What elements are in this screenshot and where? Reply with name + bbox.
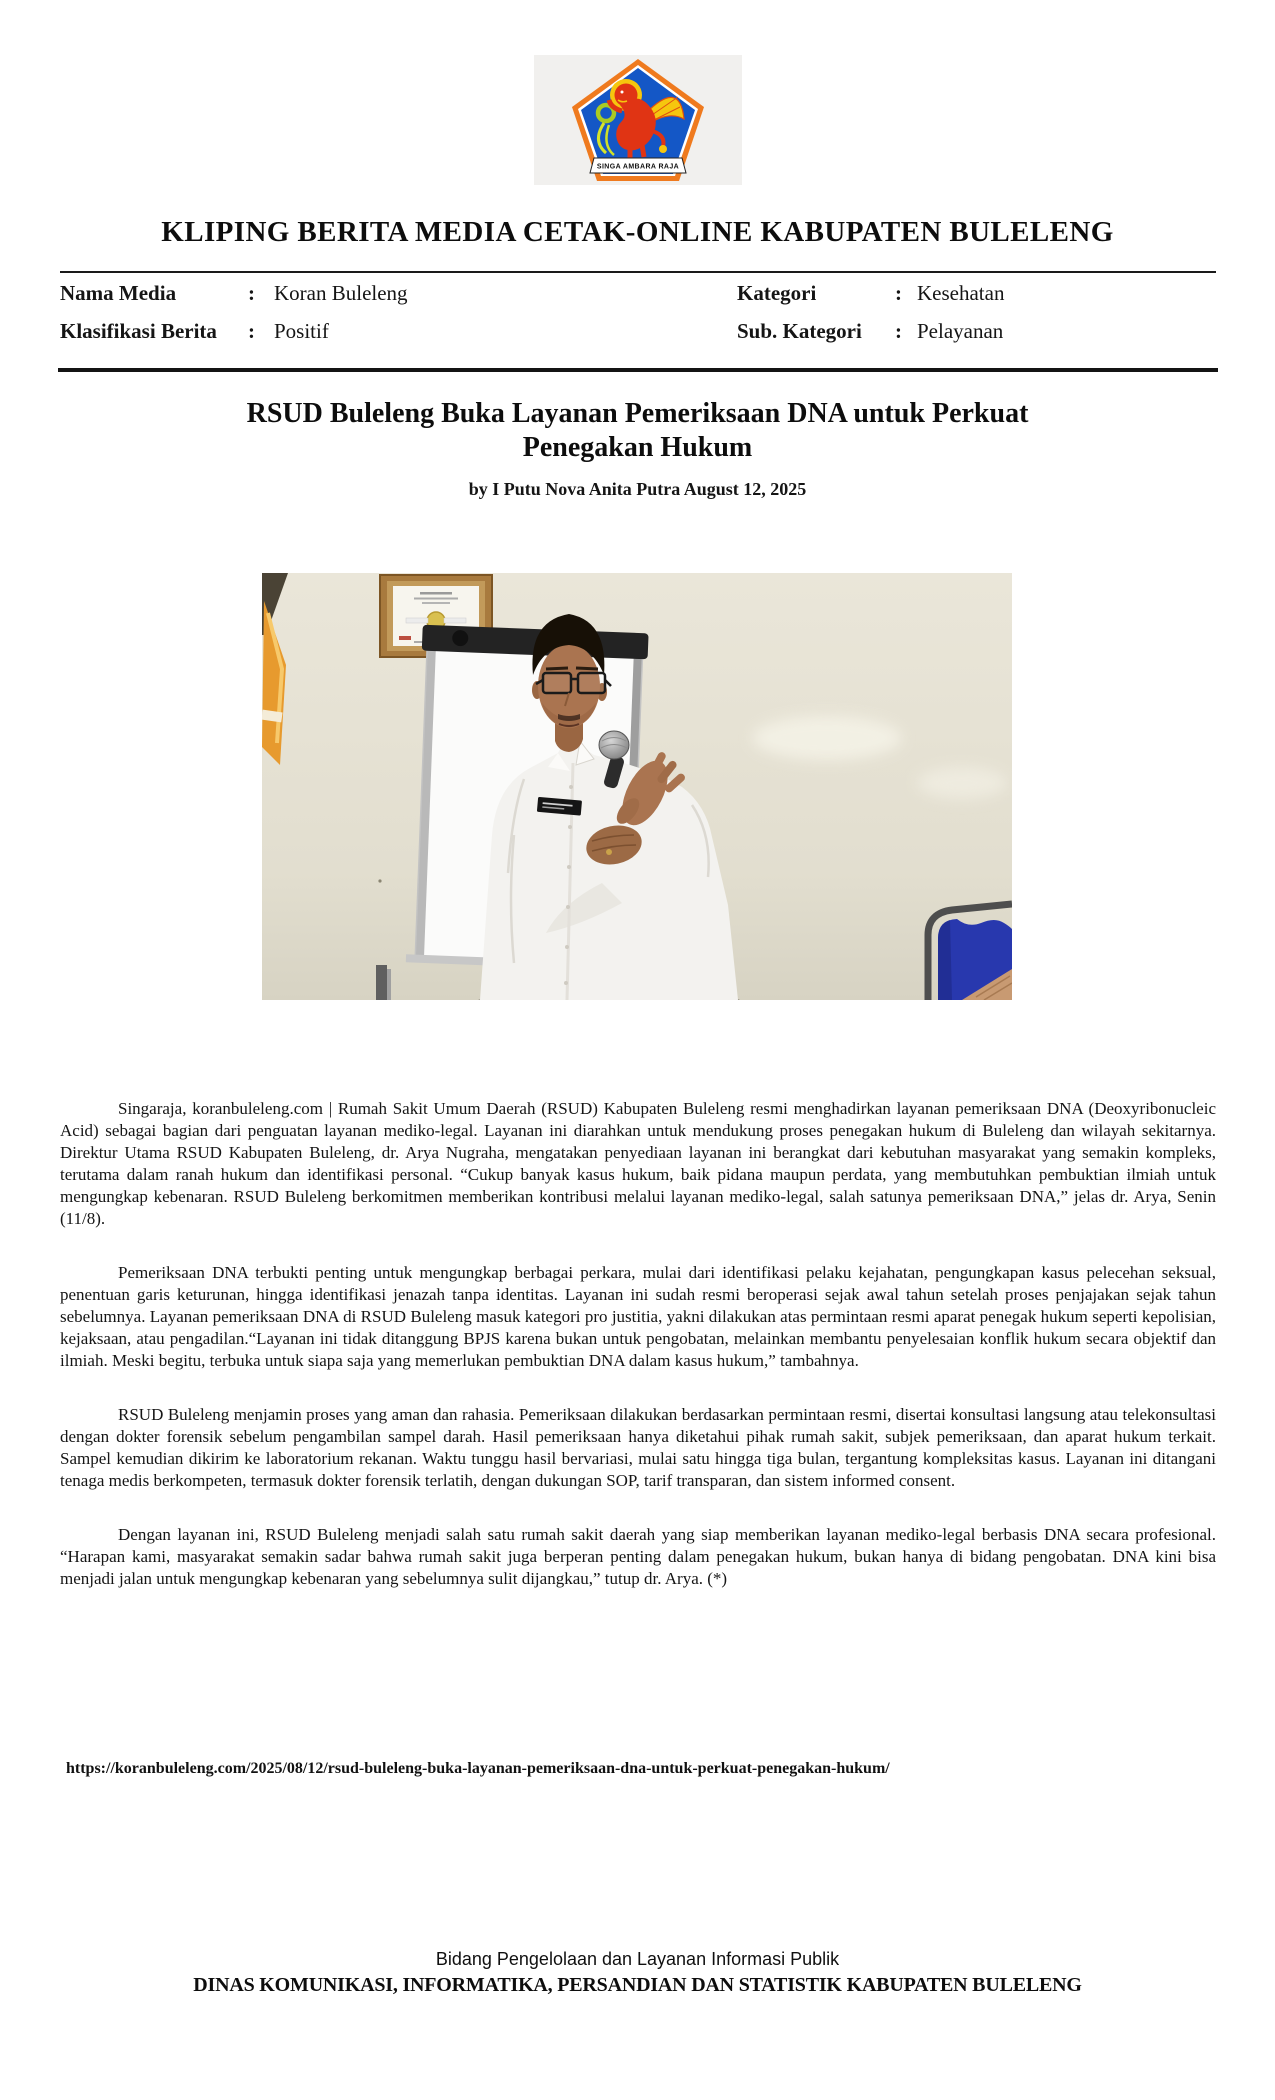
page-title: KLIPING BERITA MEDIA CETAK-ONLINE KABUPATEN BULELENG bbox=[161, 216, 1114, 248]
article-photo-illustration bbox=[262, 573, 1012, 1000]
logo-band bbox=[0, 55, 1275, 185]
buleleng-emblem-icon bbox=[534, 55, 742, 185]
article-byline: by I Putu Nova Anita Putra August 12, 2025 bbox=[468, 479, 807, 499]
meta-label: Sub. Kategori bbox=[737, 319, 862, 343]
meta-label: Kategori bbox=[737, 281, 817, 305]
article-title-line2: Penegakan Hukum bbox=[522, 432, 753, 463]
meta-nama-media bbox=[60, 281, 737, 306]
meta-value: Koran Buleleng bbox=[274, 281, 408, 305]
meta-colon: : bbox=[248, 281, 255, 305]
footer-bidang: Bidang Pengelolaan dan Layanan Informasi Publik bbox=[435, 1949, 840, 1969]
ring bbox=[606, 849, 612, 855]
meta-row-2 bbox=[60, 319, 1216, 357]
wall-mark bbox=[378, 879, 381, 882]
meta-label: Klasifikasi Berita bbox=[60, 319, 217, 343]
footer-dinas: DINAS KOMUNIKASI, INFORMATIKA, PERSANDIAN DAN STATISTIK KABUPATEN BULELENG bbox=[193, 1974, 1082, 1996]
whiteboard-stand-leg bbox=[376, 965, 387, 1000]
emblem-banner-text: SINGA AMBARA RAJA bbox=[596, 163, 679, 171]
clipping-meta bbox=[60, 281, 1216, 357]
emblem-banner bbox=[590, 158, 686, 173]
divider-thick bbox=[58, 368, 1218, 372]
article-body bbox=[60, 1098, 1216, 1622]
meta-klasifikasi bbox=[60, 319, 737, 344]
article-paragraph: Dengan layanan ini, RSUD Buleleng menjadi salah satu rumah sakit daerah yang siap memberikan layanan mediko-legal berbasis DNA secara profesional. “Harapan kami, masyarakat semakin sadar bahwa rumah sakit juga berperan penting dalam penegakan hukum, bukan hanya di bidang pengobatan. DNA kini bisa menjadi jalan untuk mengungkap kebenaran yang sebelumnya sulit dijangkau,” tutup dr. Arya. (*) bbox=[60, 1525, 1216, 1588]
meta-kategori bbox=[737, 281, 1216, 306]
source-url-link[interactable]: https://koranbuleleng.com/2025/08/12/rsud-buleleng-buka-layanan-pemeriksaan-dna-untuk-perkuat-penegakan-hukum/ bbox=[66, 1760, 890, 1777]
meta-sub-kategori bbox=[737, 319, 1216, 344]
wall-light-reflection bbox=[917, 767, 1007, 799]
meta-colon: : bbox=[895, 319, 902, 343]
meta-value: Positif bbox=[274, 319, 329, 343]
article-photo bbox=[262, 573, 1012, 1000]
meta-value: Kesehatan bbox=[917, 281, 1005, 305]
meta-colon: : bbox=[248, 319, 255, 343]
article-title bbox=[70, 397, 1205, 465]
meta-colon: : bbox=[895, 281, 902, 305]
article-paragraph: Singaraja, koranbuleleng.com | Rumah Sakit Umum Daerah (RSUD) Kabupaten Buleleng resmi menghadirkan layanan pemeriksaan DNA (Deoxyribonucleic Acid) sebagai bagian dari penguatan layanan mediko-legal. Layanan ini diarahkan untuk mendukung proses penegakan hukum di Buleleng dan wilayah sekitarnya. Direktur Utama RSUD Kabupaten Buleleng, dr. Arya Nugraha, mengatakan penyediaan layanan ini berangkat dari kebutuhan masyarakat yang semakin kompleks, terutama dalam ranah hukum dan identifikasi personal. “Cukup banyak kasus hukum, baik pidana maupun perdata, yang membutuhkan pembuktian ilmiah untuk mengungkap kebenaran. RSUD Buleleng berkomitmen memberikan kontribusi melalui layanan mediko-legal, salah satunya pemeriksaan DNA,” jelas dr. Arya, Senin (11/8). bbox=[60, 1099, 1216, 1228]
article-paragraph: RSUD Buleleng menjamin proses yang aman dan rahasia. Pemeriksaan dilakukan berdasarkan permintaan resmi, disertai konsultasi langsung atau telekonsultasi dengan dokter forensik sebelum pengambilan sampel darah. Hasil pemeriksaan hanya diketahui pihak rumah sakit, subjek pemeriksaan, dan aparat hukum terkait. Sampel kemudian dikirim ke laboratorium rekanan. Waktu tunggu hasil bervariasi, mulai satu hingga tiga bulan, tergantung kompleksitas kasus. Layanan ini ditangani tenaga medis berkompeten, termasuk dokter forensik terlatih, dengan dukungan SOP, tarif transparan, dan sistem informed consent. bbox=[60, 1405, 1216, 1490]
whiteboard-stand-leg bbox=[387, 969, 391, 1000]
meta-value: Pelayanan bbox=[917, 319, 1004, 343]
divider-thin bbox=[60, 271, 1216, 273]
page-footer bbox=[0, 1949, 1275, 1997]
meta-label: Nama Media bbox=[60, 281, 177, 305]
article-title-line1: RSUD Buleleng Buka Layanan Pemeriksaan DNA untuk Perkuat bbox=[246, 398, 1029, 429]
article-paragraph: Pemeriksaan DNA terbukti penting untuk mengungkap berbagai perkara, mulai dari identifikasi pelaku kejahatan, pengungkapan kasus pelecehan seksual, penentuan garis keturunan, hingga identifikasi jenazah tanpa identitas. Layanan ini sudah resmi beroperasi sejak awal tahun setelah proses penjajakan sejak tahun sebelumnya. Layanan pemeriksaan DNA di RSUD Buleleng masuk kategori pro justitia, yakni dilakukan atas permintaan resmi aparat penegak hukum seperti kepolisian, kejaksaan, atau pengadilan.“Layanan ini tidak ditanggung BPJS karena bukan untuk pengobatan, melainkan membantu penyelesaian konflik hukum secara objektif dan ilmiah. Meski begitu, terbuka untuk siapa saja yang memerlukan pembuktian DNA dalam kasus hukum,” tambahnya. bbox=[60, 1263, 1216, 1370]
wall-light-reflection bbox=[752, 716, 902, 760]
meta-row-1 bbox=[60, 281, 1216, 319]
